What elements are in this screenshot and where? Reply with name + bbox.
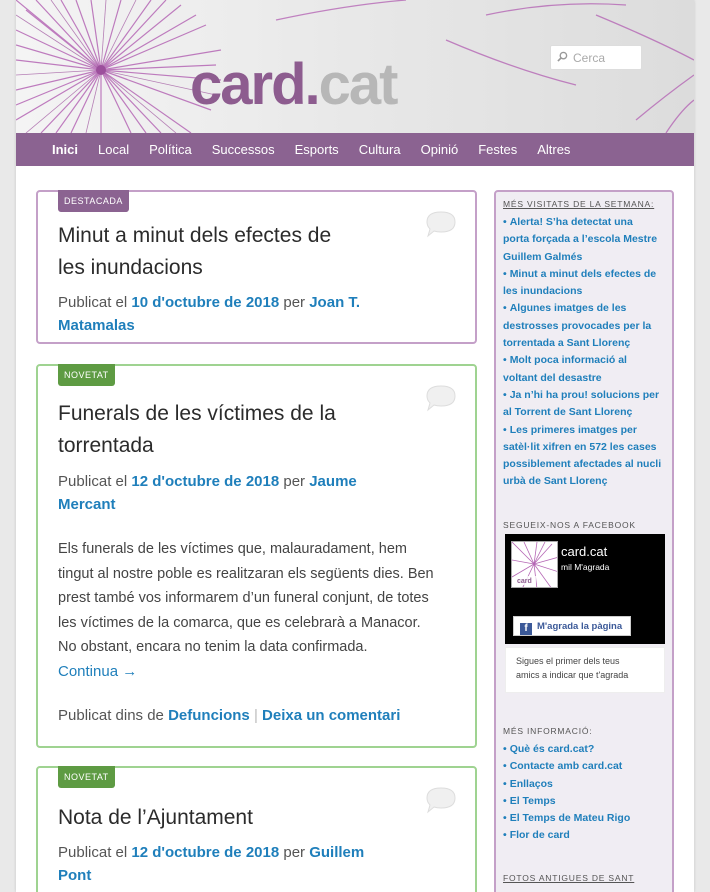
list-item-cont[interactable]: satèl·lit xifren en 572 les cases	[503, 440, 657, 453]
list-item[interactable]: • El Temps	[503, 794, 556, 807]
post-title-line: Funerals de les víctimes de la	[58, 402, 336, 425]
most-visited-heading: MÉS VISITATS DE LA SETMANA:	[503, 199, 655, 209]
list-item[interactable]: • Alerta! S’ha detectat una	[503, 216, 633, 228]
comment-bubble-icon[interactable]	[423, 384, 459, 412]
list-item-cont[interactable]: les inundacions	[503, 285, 583, 298]
category-link[interactable]: Defuncions	[168, 707, 250, 724]
excerpt-line: Els funerals de les víctimes que, malauradament, hem	[58, 541, 407, 557]
featured-badge: DESTACADA	[58, 190, 129, 212]
excerpt-line: tingut al nostre poble es realitzaran els següents dies. Ben	[58, 565, 434, 582]
most-visited-list	[503, 214, 671, 491]
more-info-heading: MÉS INFORMACIÓ:	[503, 726, 593, 736]
author-link[interactable]: Joan T.	[309, 294, 361, 311]
fb-likes-count: mil M'agrada	[561, 562, 610, 572]
new-badge: NOVETAT	[58, 364, 115, 386]
author-link[interactable]: Jaume	[309, 473, 357, 490]
list-item[interactable]: • Les primeres imatges per	[503, 423, 637, 436]
list-item[interactable]: • Ja n’hi ha prou! solucions per	[503, 388, 660, 401]
fb-friends-text: Sigues el primer dels teus	[516, 656, 620, 666]
logo-card-text: card	[190, 52, 305, 117]
list-item[interactable]: • Enllaços	[503, 777, 553, 790]
fb-friends-box	[505, 647, 665, 693]
list-item-cont[interactable]: torrentada a Sant Llorenç	[503, 337, 631, 350]
category-prefix: Publicat dins de	[58, 707, 164, 724]
new-badge: NOVETAT	[58, 766, 115, 788]
post-card	[36, 364, 477, 748]
facebook-widget	[505, 534, 665, 644]
site-logo[interactable]	[190, 52, 397, 117]
excerpt-line: No obstant, encara no tenim la data confirmada.	[58, 639, 368, 655]
nav-item-opinio[interactable]: Opinió	[420, 142, 459, 157]
facebook-heading: SEGUEIX-NOS A FACEBOOK	[503, 520, 636, 530]
post-date-link[interactable]: 12 d'octubre de 2018	[131, 844, 280, 861]
fb-friends-text: amics a indicar que t'agrada	[516, 670, 629, 680]
excerpt-line: les víctimes de la comarca, que es celebrarà a Manacor.	[58, 614, 421, 631]
post-meta	[58, 841, 364, 887]
search-input[interactable]	[550, 45, 642, 70]
post-title-line: Minut a minut dels efectes de	[58, 224, 332, 247]
old-photos-heading: FOTOS ANTIGUES DE SANT	[503, 873, 635, 883]
excerpt-line: prest també vos informarem d’un funeral conjunt, de totes	[58, 590, 429, 606]
post-date-link[interactable]: 12 d'octubre de 2018	[131, 473, 280, 490]
fb-like-button[interactable]	[513, 616, 631, 636]
nav-item-politica[interactable]: Política	[149, 142, 192, 157]
list-item-cont[interactable]: voltant del desastre	[503, 371, 602, 384]
post-card	[36, 190, 477, 344]
thistle-logo-icon	[512, 542, 558, 588]
by-label: per	[283, 844, 306, 861]
list-item[interactable]: • Contacte amb card.cat	[503, 760, 623, 773]
post-title[interactable]	[58, 220, 331, 284]
list-item-cont[interactable]: Guillem Galmés	[503, 250, 583, 263]
list-item-cont[interactable]: porta forçada a l’escola Mestre	[503, 233, 658, 246]
fb-page-name[interactable]: card.cat	[561, 544, 608, 559]
separator: |	[253, 707, 258, 724]
logo-dot: .	[304, 52, 319, 117]
published-prefix: Publicat el	[58, 294, 128, 311]
fb-like-label: M'agrada la pàgina	[537, 621, 623, 632]
post-title-line: torrentada	[58, 434, 154, 457]
post-date-link[interactable]: 10 d'octubre de 2018	[131, 294, 280, 311]
list-item[interactable]: • Molt poca informació al	[503, 354, 627, 367]
page	[16, 0, 694, 892]
list-item[interactable]: • Algunes imatges de les	[503, 302, 627, 315]
author-link[interactable]: Guillem	[309, 844, 365, 861]
nav-item-local[interactable]: Local	[98, 142, 130, 157]
continue-link[interactable]: Continua →	[58, 662, 138, 680]
logo-cat-text: cat	[318, 52, 397, 117]
fb-page-logo[interactable]	[511, 541, 558, 588]
list-item[interactable]: • El Temps de Mateu Rigo	[503, 812, 631, 825]
nav-item-cultura[interactable]: Cultura	[358, 142, 401, 157]
post-title[interactable]	[58, 802, 253, 834]
post-meta	[58, 470, 357, 516]
author-link-cont[interactable]: Mercant	[58, 496, 116, 513]
author-link-cont[interactable]: Pont	[58, 867, 92, 884]
search-placeholder: Cerca	[573, 51, 606, 65]
list-item-cont[interactable]: possiblement afectades al nucli	[503, 458, 662, 471]
search-icon	[557, 51, 568, 62]
post-excerpt	[58, 537, 434, 684]
list-item-cont[interactable]: urbà de Sant Llorenç	[503, 475, 608, 488]
post-meta	[58, 291, 360, 337]
author-link-cont[interactable]: Matamalas	[58, 317, 135, 334]
comment-bubble-icon[interactable]	[423, 210, 459, 238]
post-title[interactable]	[58, 398, 336, 462]
list-item[interactable]: • Flor de card	[503, 829, 570, 842]
list-item[interactable]: • Minut a minut dels efectes de	[503, 267, 657, 280]
list-item-cont[interactable]: destrosses provocades per la	[503, 319, 652, 332]
sidebar	[494, 190, 674, 892]
nav-item-festes[interactable]: Festes	[478, 142, 518, 157]
published-prefix: Publicat el	[58, 473, 128, 490]
post-footer	[58, 707, 400, 724]
nav-item-successos[interactable]: Successos	[211, 142, 275, 157]
more-info-list	[503, 741, 671, 845]
leave-comment-link[interactable]: Deixa un comentari	[262, 707, 401, 724]
post-title-line: les inundacions	[58, 256, 203, 279]
nav-item-inici[interactable]: Inici	[52, 142, 79, 157]
nav-item-altres[interactable]: Altres	[537, 142, 571, 157]
post-title-line: Nota de l’Ajuntament	[58, 806, 253, 829]
list-item-cont[interactable]: al Torrent de Sant Llorenç	[503, 406, 633, 419]
list-item[interactable]: • Què és card.cat?	[503, 743, 595, 755]
post-card	[36, 766, 477, 892]
by-label: per	[283, 473, 306, 490]
comment-bubble-icon[interactable]	[423, 786, 459, 814]
by-label: per	[283, 294, 306, 311]
facebook-icon: f	[520, 623, 532, 635]
published-prefix: Publicat el	[58, 844, 128, 861]
site-header	[16, 0, 694, 133]
nav-item-esports[interactable]: Esports	[294, 142, 339, 157]
main-nav	[16, 133, 694, 166]
main-content	[16, 166, 694, 892]
svg-text:card: card	[517, 578, 532, 585]
